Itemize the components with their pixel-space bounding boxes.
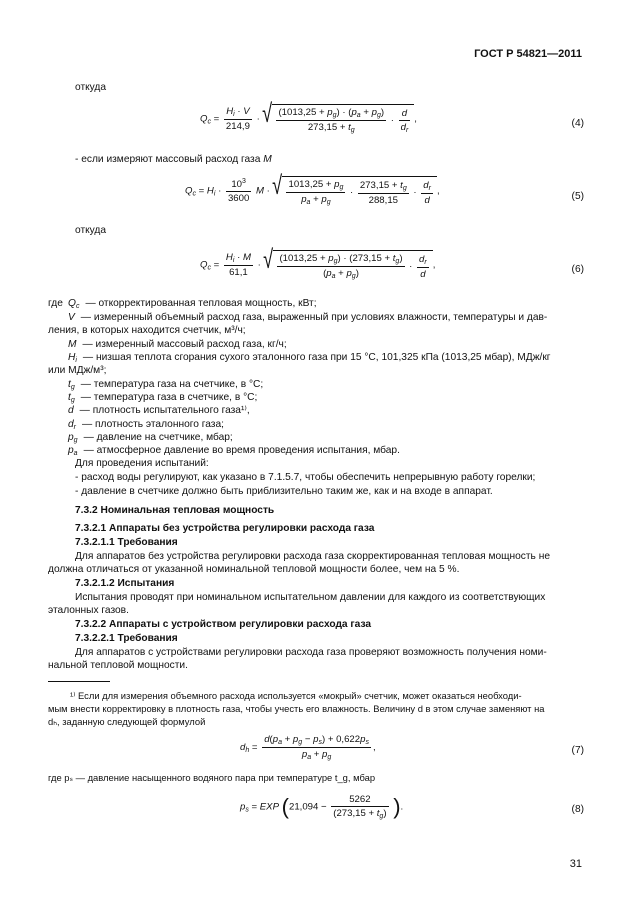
legend-text: ления, в которых находится счетчик, м³/ч; (48, 325, 246, 336)
section-7-3-2-1: 7.3.2.1 Аппараты без устройства регулировки расхода газа (75, 523, 375, 534)
formula-5: $Q_c = H_i$ · $\frac{10^3}{3600}$ M · √ $\frac{1013,25 + p_g}{p_a + p_g}$ · $\frac{273,15 + t_g}{288,15}$ · $\frac{d_r}{d}$ , (185, 170, 440, 206)
legend-symbol: t (68, 392, 71, 403)
section-7-3-2-2: 7.3.2.2 Аппараты с устройством регулировки расхода газа (75, 619, 372, 630)
legend-row (48, 324, 246, 337)
legend-row (68, 338, 287, 351)
legend-text: — откорректированная тепловая мощность, кВт; (85, 298, 317, 309)
otkuda-2: откуда (75, 225, 107, 236)
legend-text: — низшая теплота сгорания сухого эталонного газа при 15 °C, 101,325 кПа (1013,25 мбар), МДж/кг (82, 352, 551, 363)
mass-flow-intro: - если измеряют массовый расход газа M (75, 154, 272, 165)
for-tests: Для проведения испытаний: (75, 458, 209, 469)
section-7-3-2-1-1: 7.3.2.1.1 Требования (75, 537, 178, 548)
section-7-3-2-2-1: 7.3.2.2.1 Требования (75, 633, 178, 644)
eq-number-5: (5) (571, 191, 584, 202)
para-7-3-2-1-1-a: Для аппаратов без устройства регулировки расхода газа скорректированная тепловая мощность не (75, 551, 550, 562)
legend-text: — температура газа в счетчике, в °C; (80, 392, 258, 403)
page-number: 31 (569, 858, 582, 870)
formula-4: $Q_c$ = $\frac{H_i \cdot V}{214,9}$ · √ $\frac{(1013,25 + p_g) \cdot (p_a + p_g)}{273,15 + t_g}$ · $\frac{d}{d_r}$ , (200, 98, 417, 134)
legend-symbol: d (68, 419, 74, 430)
para-7-3-2-1-1-b: должна отличаться от указанной номинальной тепловой мощности более, чем на 5 %. (48, 564, 460, 575)
eq-number-7: (7) (571, 745, 584, 756)
formula-6: $Q_c$ = $\frac{H_i \cdot M}{61,1}$ · √ $\frac{(1013,25 + p_g) \cdot (273,15 + t_g)}{(p_a + p_g)}$ · $\frac{d_r}{d}$ , (200, 244, 436, 280)
legend-text: — плотность эталонного газа; (82, 419, 224, 430)
legend-row (48, 364, 106, 377)
footnote-where: где pₛ — давление насыщенного водяного пара при температуре t_g, мбар (48, 772, 376, 783)
legend-symbol: Q (68, 298, 76, 309)
legend-text: — измеренный массовый расход газа, кг/ч; (82, 339, 287, 350)
footnote-line-1: ¹⁾ Если для измерения объемного расхода используется «мокрый» счетчик, может оказаться необходи- (70, 690, 522, 701)
legend-symbol-sub: g (70, 397, 75, 404)
legend-symbol: t (68, 379, 71, 390)
section-7-3-2-1-2: 7.3.2.1.2 Испытания (75, 578, 175, 589)
legend-symbol: V (68, 312, 75, 323)
legend-text: или МДж/м³; (48, 365, 107, 376)
legend-symbol-sub: a (73, 450, 78, 457)
legend-symbol-sub: r (73, 424, 77, 431)
bullet-2: - давление в счетчике должно быть приблизительно таким же, как и на входе в аппарат. (75, 486, 493, 497)
legend-symbol-sub: c (75, 303, 80, 310)
para-7-3-2-1-2-a: Испытания проводят при номинальном испытательном давлении для каждого из соответствующих (75, 592, 546, 603)
otkuda-1: откуда (75, 82, 107, 93)
legend-row (68, 404, 250, 417)
legend-symbol: d (68, 405, 74, 416)
footnote-rule (48, 681, 110, 682)
legend-symbol-sub: i (75, 357, 77, 364)
legend-symbol: p (68, 445, 74, 456)
standard-header: ГОСТ Р 54821—2011 (474, 48, 582, 60)
section-7-3-2: 7.3.2 Номинальная тепловая мощность (75, 505, 275, 516)
legend-where: где (48, 298, 63, 309)
eq-number-6: (6) (571, 264, 584, 275)
legend-text: — температура газа на счетчике, в °C; (80, 379, 264, 390)
legend-symbol: H (68, 352, 76, 363)
para-7-3-2-2-1-a: Для аппаратов с устройствами регулировки расхода газа проверяют возможность получения номи- (75, 647, 547, 658)
formula-8: $p_s$ = EXP (21,094 − $\frac{5262}{(273,15 + t_g)}$ ). (240, 794, 404, 820)
footnote-line-2: мым внести корректировку в плотность газа, чтобы учесть его влажность. Величину d в этом случае заменяют на (48, 703, 545, 714)
legend-symbol-sub: g (73, 437, 78, 444)
legend-text: — давление на счетчике, мбар; (83, 432, 233, 443)
legend-symbol: p (68, 432, 74, 443)
footnote-line-3: dₕ, заданную следующей формулой (48, 716, 206, 727)
legend-row (68, 311, 547, 324)
legend-symbol: M (68, 339, 77, 350)
legend-text: — измеренный объемный расход газа, выраженный при условиях влажности, температуры и дав- (80, 312, 548, 323)
bullet-1: - расход воды регулируют, как указано в 7.1.5.7, чтобы обеспечить непрерывную работу горелки; (75, 472, 536, 483)
formula-7: $d_h$ = $\frac{d(p_a + p_g - p_s) + 0,622p_s}{p_a + p_g}$ , (240, 734, 376, 761)
para-7-3-2-1-2-b: эталонных газов. (48, 605, 129, 616)
legend-text: — плотность испытательного газа¹⁾, (79, 405, 250, 416)
eq-number-4: (4) (571, 118, 584, 129)
legend-row (68, 351, 551, 367)
legend-text: — атмосферное давление во время проведения испытания, мбар. (83, 445, 400, 456)
legend-symbol-sub: g (70, 384, 75, 391)
para-7-3-2-2-1-b: нальной тепловой мощности. (48, 660, 188, 671)
eq-number-8: (8) (571, 804, 584, 815)
